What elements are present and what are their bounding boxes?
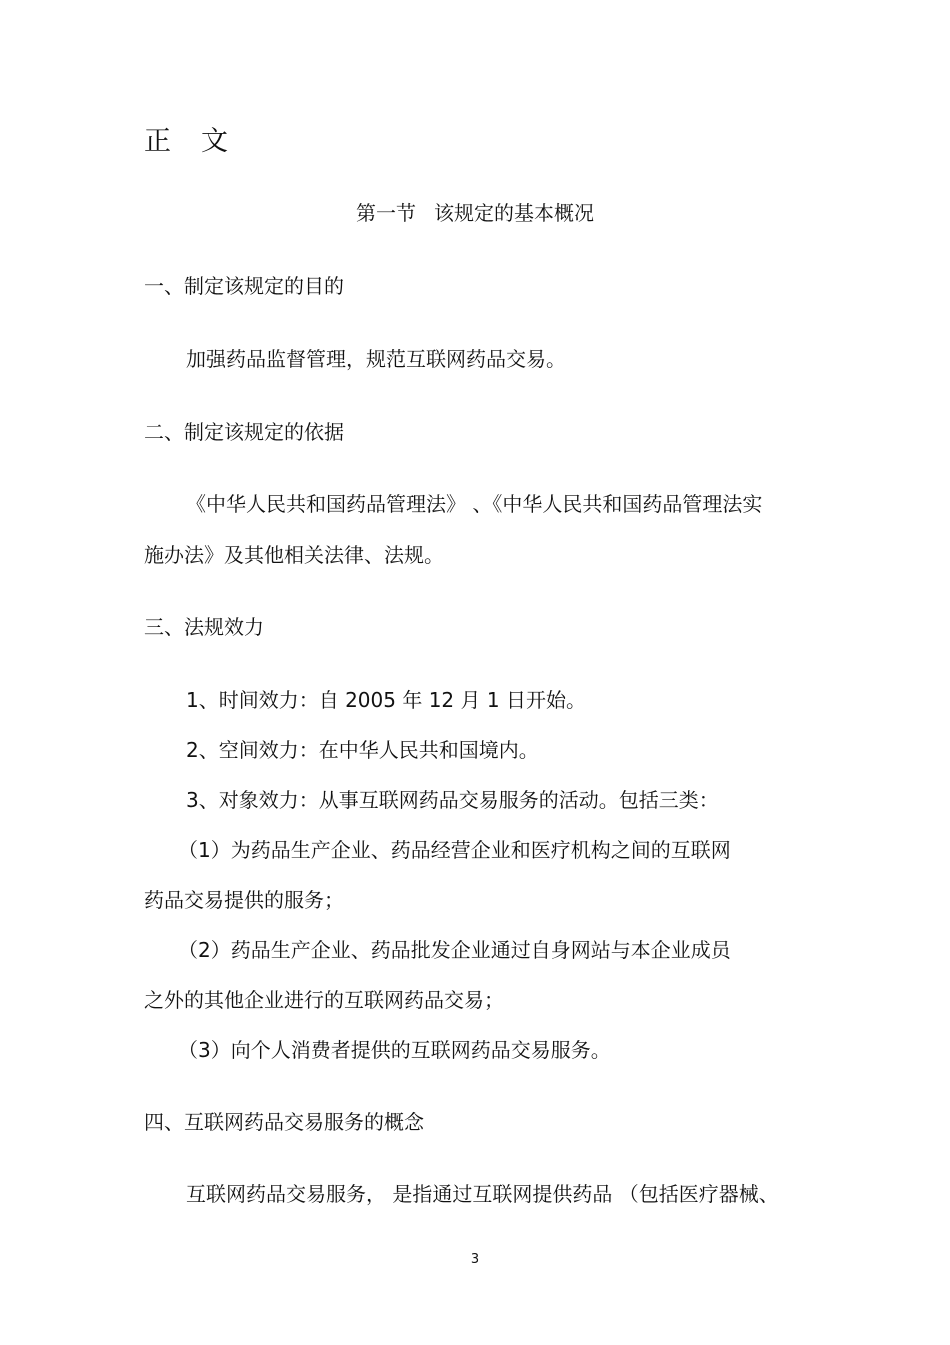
heading-purpose: 一、制定该规定的目的 — [144, 274, 344, 298]
sub-item-2-line-1: （2）药品生产企业、药品批发企业通过自身网站与本企业成员 — [178, 938, 731, 962]
section-heading — [0, 200, 950, 226]
list-item-time: 1、时间效力：自 2005 年 12 月 1 日开始。 — [186, 688, 586, 712]
sub-item-3: （3）向个人消费者提供的互联网药品交易服务。 — [178, 1038, 611, 1062]
sub-item-1-line-1: （1）为药品生产企业、药品经营企业和医疗机构之间的互联网 — [178, 838, 731, 862]
page-title — [144, 126, 228, 158]
title-char-2: 文 — [201, 126, 228, 157]
title-char-1: 正 — [144, 126, 171, 157]
list-item-space: 2、空间效力：在中华人民共和国境内。 — [186, 738, 539, 762]
paragraph-basis-line-1: 《中华人民共和国药品管理法》 、《中华人民共和国药品管理法实 — [186, 492, 763, 516]
sub-item-2-line-2: 之外的其他企业进行的互联网药品交易； — [144, 988, 504, 1012]
list-item-object: 3、对象效力：从事互联网药品交易服务的活动。包括三类： — [186, 788, 719, 812]
page-number: 3 — [470, 1252, 480, 1267]
sub-item-1-line-2: 药品交易提供的服务； — [144, 888, 344, 912]
heading-concept: 四、互联网药品交易服务的概念 — [144, 1110, 424, 1134]
heading-effect: 三、法规效力 — [144, 615, 264, 639]
paragraph-purpose: 加强药品监督管理，规范互联网药品交易。 — [186, 347, 566, 371]
heading-basis: 二、制定该规定的依据 — [144, 420, 344, 444]
section-title: 该规定的基本概况 — [434, 201, 594, 225]
section-number: 第一节 — [356, 201, 416, 225]
paragraph-concept-line-1: 互联网药品交易服务， 是指通过互联网提供药品 （包括医疗器械、 — [186, 1182, 779, 1206]
paragraph-basis-line-2: 施办法》及其他相关法律、法规。 — [144, 543, 444, 567]
